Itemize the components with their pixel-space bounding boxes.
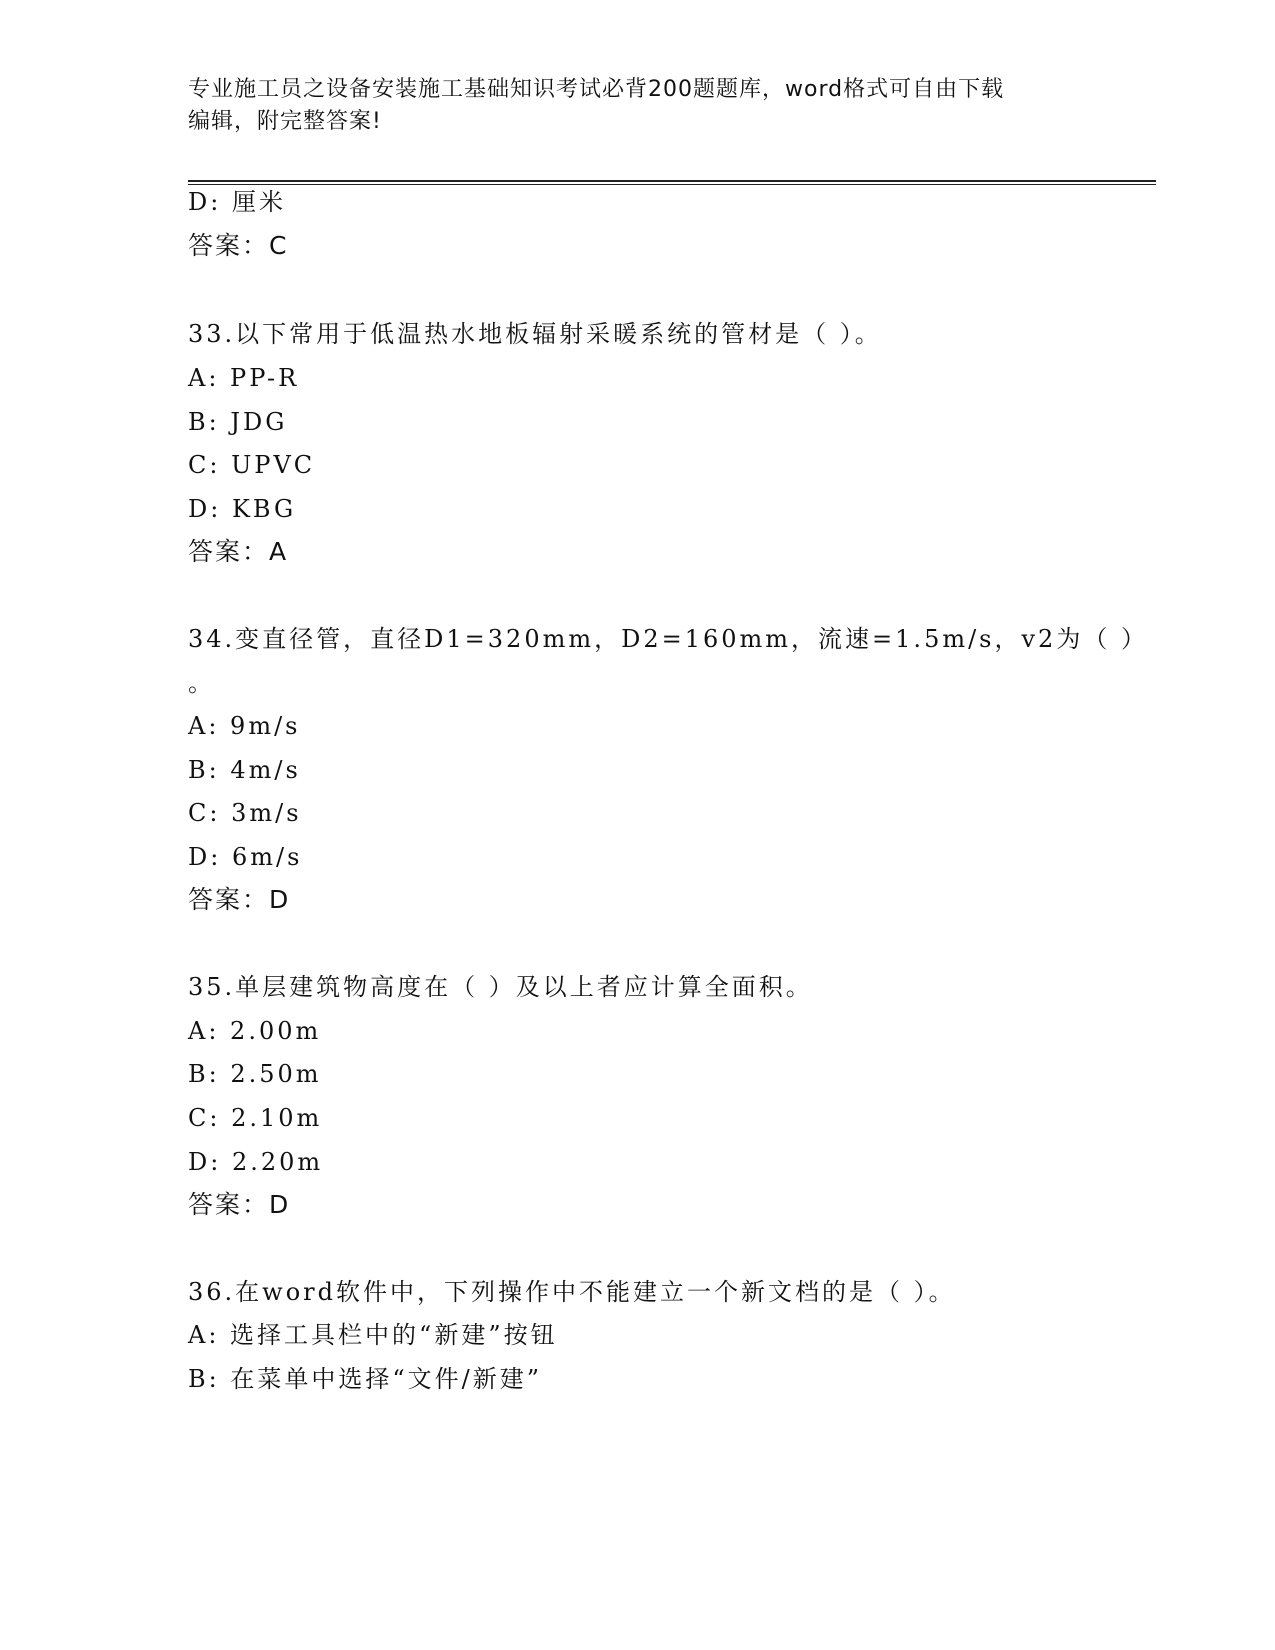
question-33-option-d: D: KBG <box>188 495 297 523</box>
question-34-stem-continuation: 。 <box>188 669 215 697</box>
question-34-stem: 34.变直径管，直径D1=320mm，D2=160mm，流速=1.5m/s，v2为（ ） <box>188 625 1148 653</box>
question-35-stem: 35.单层建筑物高度在（ ）及以上者应计算全面积。 <box>188 973 813 1001</box>
question-34-option-b: B: 4m/s <box>188 756 301 784</box>
question-36-option-b: B: 在菜单中选择“文件/新建” <box>188 1365 542 1393</box>
question-33-stem: 33.以下常用于低温热水地板辐射采暖系统的管材是（ ）。 <box>188 320 882 348</box>
question-35-option-d: D: 2.20m <box>188 1148 324 1176</box>
question-35-option-c: C: 2.10m <box>188 1104 323 1132</box>
question-33-option-c: C: UPVC <box>188 451 316 479</box>
header-divider-thin <box>188 184 1156 185</box>
question-35-option-b: B: 2.50m <box>188 1060 322 1088</box>
question-35-answer: 答案：D <box>188 1190 291 1219</box>
question-34-option-a: A: 9m/s <box>188 712 301 740</box>
question-36-option-a: A: 选择工具栏中的“新建”按钮 <box>188 1321 558 1349</box>
question-34-answer: 答案：D <box>188 885 291 914</box>
prev-question-option-d: D: 厘米 <box>188 188 286 216</box>
question-34-option-c: C: 3m/s <box>188 799 302 827</box>
question-36-stem: 36.在word软件中，下列操作中不能建立一个新文档的是（ ）。 <box>188 1278 956 1306</box>
question-34-option-d: D: 6m/s <box>188 843 303 871</box>
question-33-option-b: B: JDG <box>188 408 288 436</box>
question-33-answer: 答案：A <box>188 537 289 566</box>
question-33-option-a: A: PP-R <box>188 364 300 392</box>
header-title-line-2: 编辑，附完整答案! <box>188 109 382 134</box>
header-divider-thick <box>188 180 1156 182</box>
question-35-option-a: A: 2.00m <box>188 1017 322 1045</box>
prev-question-answer: 答案：C <box>188 231 289 260</box>
document-header <box>188 74 1068 138</box>
header-title-line-1: 专业施工员之设备安装施工基础知识考试必背200题题库，word格式可自由下载 <box>188 77 1005 102</box>
